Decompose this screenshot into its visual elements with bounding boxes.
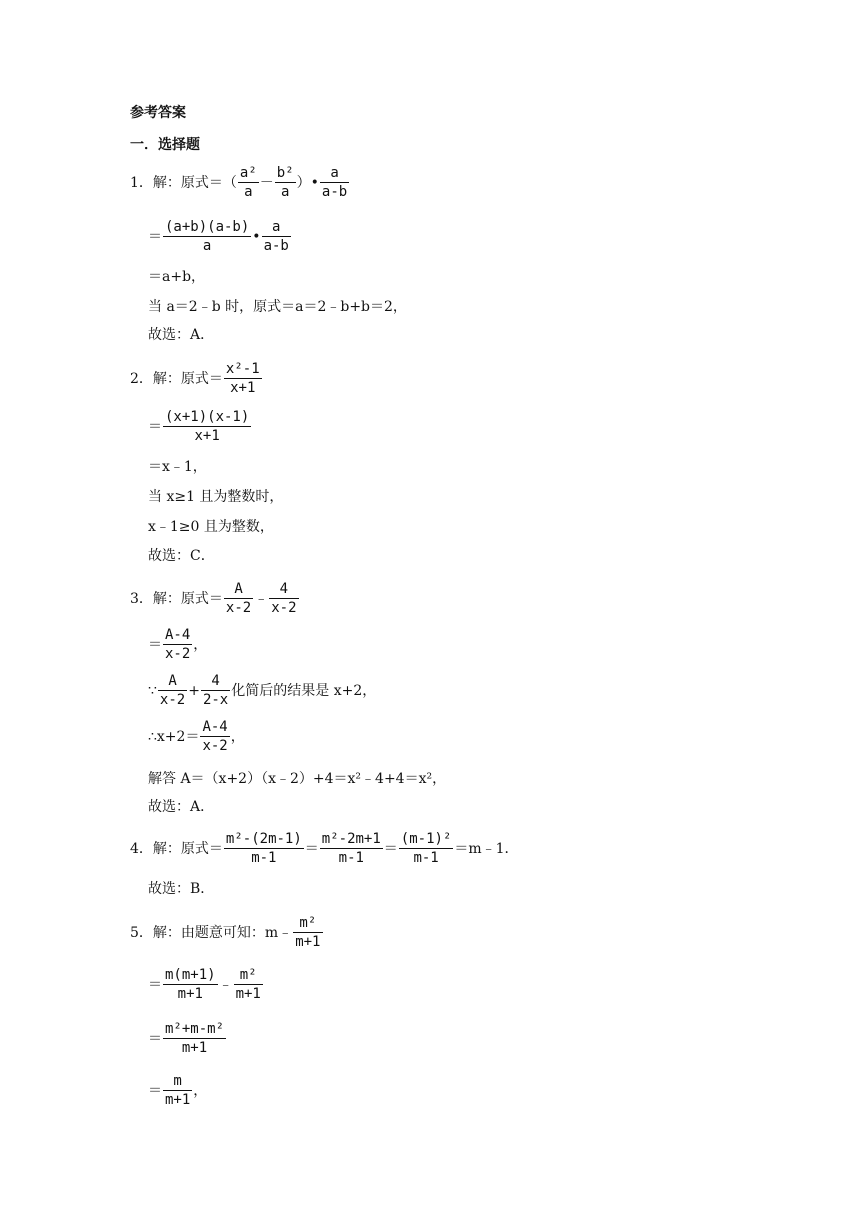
q1-line3: ＝a+b， — [148, 269, 206, 285]
q4-line2: 故选：B． — [148, 881, 215, 897]
q5-line4-fraction: $\frac{m}{m+1}$ — [165, 1073, 191, 1108]
q4-number: 4． — [130, 840, 153, 857]
q2-line4: 当 x≥1 且为整数时， — [148, 489, 284, 505]
q4-fraction-2: $\frac{\text{m²-2m+1}}{m-1}$ — [321, 831, 381, 866]
q3-fraction-2: $\frac{4}{x-2}$ — [271, 581, 297, 616]
q3-fraction-1: $\frac{A}{x-2}$ — [225, 581, 252, 616]
q4-fraction-3: $\frac{\text{(m-1)²}}{m-1}$ — [400, 831, 452, 866]
q1-line2: ＝ $\frac{(a+b)(a-b)}{a}$ • $\frac{a}{a-b}$ — [148, 219, 289, 254]
q3-number: 3． — [130, 590, 153, 607]
q5-number: 5． — [130, 924, 153, 941]
q1-line2-fraction-2: $\frac{a}{a-b}$ — [263, 219, 289, 254]
q5-fraction-1: $\frac{\text{m²}}{m+1}$ — [295, 915, 321, 950]
q1-line5: 故选：A． — [148, 327, 215, 343]
q5-line3-fraction: $\frac{\text{m²+m-m²}}{m+1}$ — [165, 1021, 225, 1056]
q2-number: 2． — [130, 370, 153, 387]
q5-line2-fraction-1: $\frac{m(m+1)}{m+1}$ — [165, 967, 216, 1002]
q2-fraction-1: $\frac{\text{x²-1}}{x+1}$ — [225, 361, 260, 396]
q2-line2: ＝ $\frac{(x+1)(x-1)}{x+1}$ — [148, 409, 250, 444]
section-title: 一．选择题 — [130, 137, 200, 153]
q1-fraction-2: $\frac{\text{b²}}{a}$ — [276, 165, 294, 200]
q2-line3: ＝x﹣1， — [148, 459, 207, 475]
q3-line3-fraction-2: $\frac{4}{2-x}$ — [202, 673, 229, 708]
q2-line6: 故选：C． — [148, 548, 215, 564]
q5-line1: 5． 解：由题意可知：m﹣ $\frac{\text{m²}}{m+1}$ — [130, 915, 321, 950]
q3-line5: 解答 A＝（x+2）（x﹣2）+4＝x²﹣4+4＝x²， — [148, 771, 447, 787]
q1-fraction-1: $\frac{\text{a²}}{a}$ — [239, 165, 257, 200]
q3-line3-fraction-1: $\frac{A}{x-2}$ — [159, 673, 186, 708]
q3-line4: ∴x+2＝ $\frac{A-4}{x-2}$ ， — [148, 719, 245, 754]
q1-line1: 1． 解：原式＝（ $\frac{\text{a²}}{a}$ － $\frac{\text{b²}}{a}$ ）• $\frac{a}{a-b}$ — [130, 165, 348, 200]
q5-line2-fraction-2: $\frac{\text{m²}}{m+1}$ — [235, 967, 261, 1002]
q4-fraction-1: $\frac{\text{m²-(2m-1)}}{m-1}$ — [225, 831, 302, 866]
q4-line1: 4． 解：原式＝ $\frac{\text{m²-(2m-1)}}{m-1}$ ＝ $\frac{\text{m²-2m+1}}{m-1}$ ＝ $\frac{\text{(m-1)²}}{m-1}$ ＝m﹣1． — [130, 831, 519, 866]
q3-line6: 故选：A． — [148, 799, 215, 815]
q1-line2-fraction-1: $\frac{(a+b)(a-b)}{a}$ — [165, 219, 250, 254]
q1-number: 1． — [130, 174, 153, 191]
q3-line1: 3． 解：原式＝ $\frac{A}{x-2}$ ﹣ $\frac{4}{x-2}$ — [130, 581, 297, 616]
answer-heading: 参考答案 — [130, 105, 186, 121]
q1-fraction-3: $\frac{a}{a-b}$ — [321, 165, 348, 200]
q3-line3: ∵ $\frac{A}{x-2}$ + $\frac{4}{2-x}$ 化简后的结果是 x+2， — [148, 673, 377, 708]
q3-line2-fraction: $\frac{A-4}{x-2}$ — [165, 627, 191, 662]
q1-text: 解：原式＝（ — [152, 174, 237, 191]
q5-line3: ＝ $\frac{\text{m²+m-m²}}{m+1}$ — [148, 1021, 225, 1056]
q2-line1: 2． 解：原式＝ $\frac{\text{x²-1}}{x+1}$ — [130, 361, 260, 396]
q2-line5: x﹣1≥0 且为整数， — [148, 519, 274, 535]
q5-line4: ＝ $\frac{m}{m+1}$ ， — [148, 1073, 208, 1108]
q3-line2: ＝ $\frac{A-4}{x-2}$ ， — [148, 627, 208, 662]
q3-line4-fraction: $\frac{A-4}{x-2}$ — [202, 719, 228, 754]
q1-line4: 当 a＝2﹣b 时，原式＝a＝2﹣b+b＝2， — [148, 299, 407, 315]
q5-line2: ＝ $\frac{m(m+1)}{m+1}$ ﹣ $\frac{\text{m²}}{m+1}$ — [148, 967, 261, 1002]
q2-line2-fraction: $\frac{(x+1)(x-1)}{x+1}$ — [165, 409, 250, 444]
